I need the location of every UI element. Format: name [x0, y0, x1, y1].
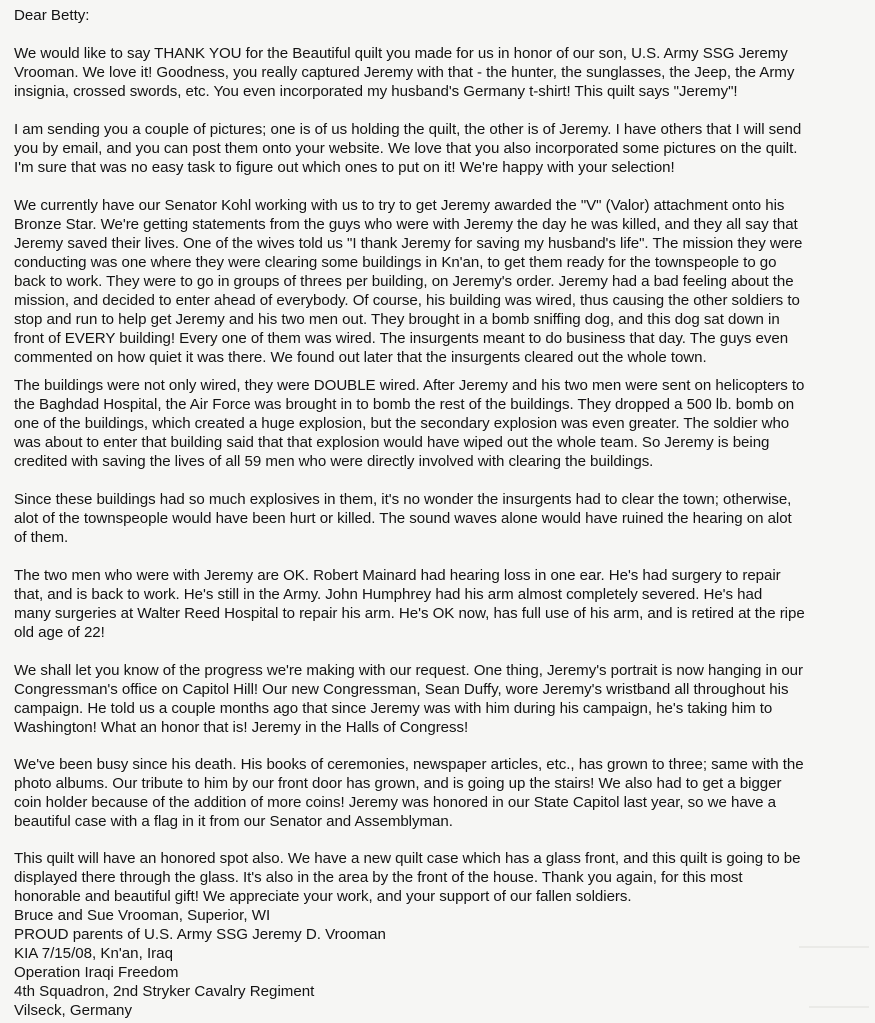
text-line: Washington! What an honor that is! Jeremy in the Halls of Congress!: [14, 719, 469, 736]
text-line: We would like to say THANK YOU for the Beautiful quilt you made for us in honor of our son, U.S. Army SSG Jeremy: [14, 45, 788, 62]
text-line: beautiful case with a flag in it from our Senator and Assemblyman.: [14, 813, 453, 830]
text-line: We've been busy since his death. His books of ceremonies, newspaper articles, etc., has grown to three; same with the: [14, 756, 804, 773]
text-line: coin holder because of the addition of more coins! Jeremy was honored in our State Capitol last year, so we have a: [14, 794, 777, 811]
text-line: Since these buildings had so much explosives in them, it's no wonder the insurgents had to clear the town; otherwise,: [14, 491, 792, 508]
text-line: Vrooman. We love it! Goodness, you really captured Jeremy with that - the hunter, the sunglasses, the Jeep, the Army: [14, 64, 795, 81]
text-line: many surgeries at Walter Reed Hospital to repair his arm. He's OK now, has full use of his arm, and is retired at the ripe: [14, 605, 805, 622]
text-line: alot of the townspeople would have been hurt or killed. The sound waves alone would have ruined the hearing on alot: [14, 510, 792, 527]
paragraph-two-men: [14, 566, 874, 642]
text-line: photo albums. Our tribute to him by our front door has grown, and is going up the stairs! We also had to get a bigger: [14, 775, 782, 792]
scan-show-through: [809, 1006, 869, 1008]
text-line: of them.: [14, 529, 69, 546]
text-line: campaign. He told us a couple months ago that since Jeremy was with him during his campaign, he's taking him to: [14, 700, 773, 717]
signature-line: KIA 7/15/08, Kn'an, Iraq: [14, 945, 173, 962]
text-line: This quilt will have an honored spot also. We have a new quilt case which has a glass front, and this quilt is going to be: [14, 850, 801, 867]
text-line: one of the buildings, which created a huge explosion, but the secondary explosion was even greater. The soldier who: [14, 415, 790, 432]
text-line: credited with saving the lives of all 59 men who were directly involved with clearing the buildings.: [14, 453, 654, 470]
paragraph-quilt-case: [14, 849, 874, 906]
text-line: Bronze Star. We're getting statements from the guys who were with Jeremy the day he was killed, and they all say that: [14, 216, 798, 233]
paragraph-progress: [14, 661, 874, 737]
text-line: Congressman's office on Capitol Hill! Our new Congressman, Sean Duffy, wore Jeremy's wristband all throughout his: [14, 681, 789, 698]
text-line: was about to enter that building said that that explosion would have wiped out the whole team. So Jeremy is being: [14, 434, 770, 451]
paragraph-senator-kohl: [14, 196, 874, 367]
text-line: old age of 22!: [14, 624, 105, 641]
text-line: displayed there through the glass. It's also in the area by the front of the house. Thank you again, for this most: [14, 869, 743, 886]
text-line: The buildings were not only wired, they were DOUBLE wired. After Jeremy and his two men were sent on helicopters to: [14, 377, 805, 394]
signature-line: Vilseck, Germany: [14, 1002, 132, 1019]
text-line: I'm sure that was no easy task to figure out which ones to put on it! We're happy with your selection!: [14, 159, 675, 176]
signature-line: PROUD parents of U.S. Army SSG Jeremy D. Vrooman: [14, 926, 386, 943]
text-line: The two men who were with Jeremy are OK. Robert Mainard had hearing loss in one ear. He's had surgery to repair: [14, 567, 781, 584]
text-line: front of EVERY building! Every one of them was wired. The insurgents meant to do business that day. The guys even: [14, 330, 789, 347]
signature-line: Operation Iraqi Freedom: [14, 964, 179, 981]
paragraph-explosives: [14, 490, 874, 547]
text-line: I am sending you a couple of pictures; one is of us holding the quilt, the other is of Jeremy. I have others that I will send: [14, 121, 802, 138]
signature-line: 4th Squadron, 2nd Stryker Cavalry Regiment: [14, 983, 315, 1000]
text-line: conducting was one where they were clearing some buildings in Kn'an, to get them ready for the townspeople to go: [14, 254, 777, 271]
paragraph-busy: [14, 755, 874, 831]
text-line: We currently have our Senator Kohl working with us to try to get Jeremy awarded the "V" (Valor) attachment onto his: [14, 197, 785, 214]
text-line: honorable and beautiful gift! We appreciate your work, and your support of our fallen soldiers.: [14, 888, 632, 905]
text-line: We shall let you know of the progress we're making with our request. One thing, Jeremy's portrait is now hanging in our: [14, 662, 803, 679]
text-line: that, and is back to work. He's still in the Army. John Humphrey had his arm almost completely severed. He's had: [14, 586, 763, 603]
text-line: you by email, and you can post them onto your website. We love that you also incorporated some pictures on the quilt.: [14, 140, 798, 157]
text-line: mission, and decided to enter ahead of everybody. Of course, his building was wired, thus causing the other soldiers to: [14, 292, 800, 309]
text-line: Jeremy saved their lives. One of the wives told us "I thank Jeremy for saving my husband's life". The mission they were: [14, 235, 803, 252]
salutation: Dear Betty:: [14, 7, 90, 24]
text-line: commented on how quiet it was there. We found out later that the insurgents cleared out the whole town.: [14, 349, 707, 366]
signature-block: [14, 906, 386, 1020]
text-line: back to work. They were to go in groups of threes per building, on Jeremy's order. Jeremy had a bad feeling about the: [14, 273, 794, 290]
text-line: the Baghdad Hospital, the Air Force was brought in to bomb the rest of the buildings. They dropped a 500 lb. bomb on: [14, 396, 795, 413]
paragraph-thank-you: [14, 44, 874, 101]
paragraph-pictures: [14, 120, 874, 177]
text-line: stop and run to help get Jeremy and his two men out. They brought in a bomb sniffing dog, and this dog sat down in: [14, 311, 780, 328]
paragraph-double-wired: [14, 376, 874, 471]
scan-show-through: [799, 946, 869, 948]
text-line: insignia, crossed swords, etc. You even incorporated my husband's Germany t-shirt! This quilt says "Jeremy"!: [14, 83, 738, 100]
signature-line: Bruce and Sue Vrooman, Superior, WI: [14, 907, 271, 924]
